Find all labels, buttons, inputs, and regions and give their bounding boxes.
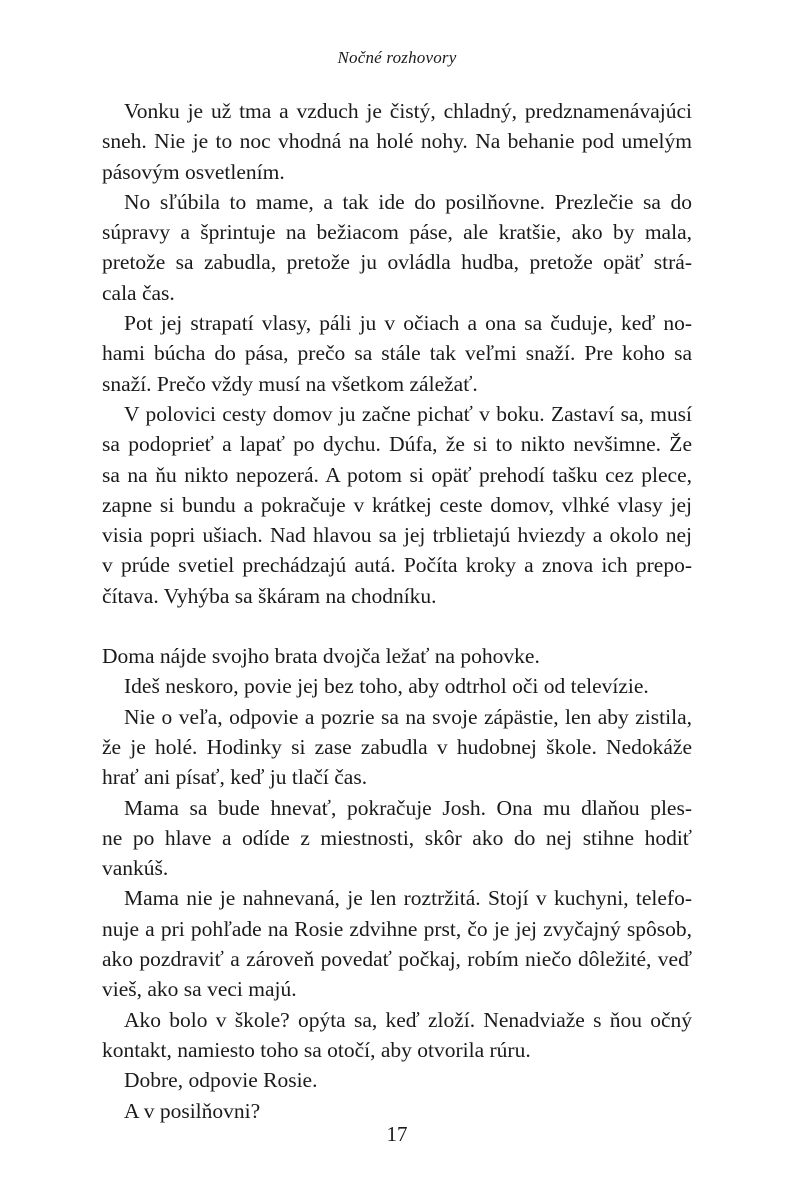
text-line: Nie o veľa, odpovie a pozrie sa na svoje zápästie, len aby zistila, [124,704,692,729]
paragraph [102,702,692,793]
text-line: sa na ňu nikto nepozerá. A potom si opäť prehodí tašku cez plece, [102,462,692,487]
text-line: kontakt, namiesto toho sa otočí, aby otvorila rúru. [102,1037,531,1062]
running-head: Nočné rozhovory [337,48,457,67]
paragraph [102,187,692,308]
text-line: pretože sa zabudla, pretože ju ovládla hudba, pretože opäť strá- [102,250,692,275]
text-line: Doma nájde svojho brata dvojča ležať na pohovke. [102,644,540,669]
text-line: Ideš neskoro, povie jej bez toho, aby odtrhol oči od televízie. [124,674,649,699]
text-line: snaží. Prečo vždy musí na všetkom záležať. [102,371,478,396]
text-line: Pot jej strapatí vlasy, páli ju v očiach a ona sa čuduje, keď no- [124,311,692,336]
text-line: súpravy a šprintuje na bežiacom páse, ale kratšie, ako by mala, [102,220,692,245]
paragraph [102,671,692,701]
text-line: V polovici cesty domov ju začne pichať v boku. Zastaví sa, musí [124,401,692,426]
text-line: Dobre, odpovie Rosie. [124,1068,318,1093]
text-line: sneh. Nie je to noc vhodná na holé nohy. Na behanie pod umelým [102,129,692,154]
paragraph [102,641,692,671]
text-line: No sľúbila to mame, a tak ide do posilňovne. Prezlečie sa do [124,189,692,214]
paragraph [102,96,692,187]
text-line: A v posilňovni? [124,1098,261,1123]
text-line: ne po hlave a odíde z miestnosti, skôr ako do nej stihne hodiť [102,825,692,850]
paragraph [102,308,692,399]
paragraph [102,883,692,1004]
text-line: čítava. Vyhýba sa škáram na chodníku. [102,583,437,608]
text-line: vankúš. [102,856,169,881]
book-page [102,0,692,1190]
text-line: že je holé. Hodinky si zase zabudla v hudobnej škole. Nedokáže [102,734,692,759]
text-line: hrať ani písať, keď ju tlačí čas. [102,765,368,790]
text-line: v prúde svetiel prechádzajú autá. Počíta kroky a znova ich prepo- [102,553,692,578]
body-text [102,96,692,1126]
text-line: Mama sa bude hnevať, pokračuje Josh. Ona mu dlaňou ples- [124,795,692,820]
text-line: sa podoprieť a lapať po dychu. Dúfa, že si to nikto nevšimne. Že [102,432,692,457]
text-line: Vonku je už tma a vzduch je čistý, chladný, predznamenávajúci [124,99,692,123]
text-line: zapne si bundu a pokračuje v krátkej ceste domov, vlhké vlasy jej [102,492,692,517]
paragraph [102,1005,692,1066]
text-line: cala čas. [102,280,175,305]
text-line: vieš, ako sa veci majú. [102,977,297,1002]
paragraph [102,399,692,611]
text-line: hami búcha do pása, prečo sa stále tak veľmi snaží. Pre koho sa [102,341,692,366]
text-line: Mama nie je nahnevaná, je len roztržitá. Stojí v kuchyni, telefo- [124,886,692,911]
text-line: visia popri ušiach. Nad hlavou sa jej trblietajú hviezdy a okolo nej [102,523,692,548]
page-number: 17 [386,1122,408,1146]
text-line: ako pozdraviť a zároveň povedať počkaj, robím niečo dôležité, veď [102,947,692,972]
paragraph [102,793,692,884]
text-line: pásovým osvetlením. [102,159,285,184]
text-line: nuje a pri pohľade na Rosie zdvihne prst, čo je jej zvyčajný spôsob, [102,916,692,941]
text-line: Ako bolo v škole? opýta sa, keď zloží. Nenadviaže s ňou očný [124,1007,692,1032]
paragraph [102,1065,692,1095]
